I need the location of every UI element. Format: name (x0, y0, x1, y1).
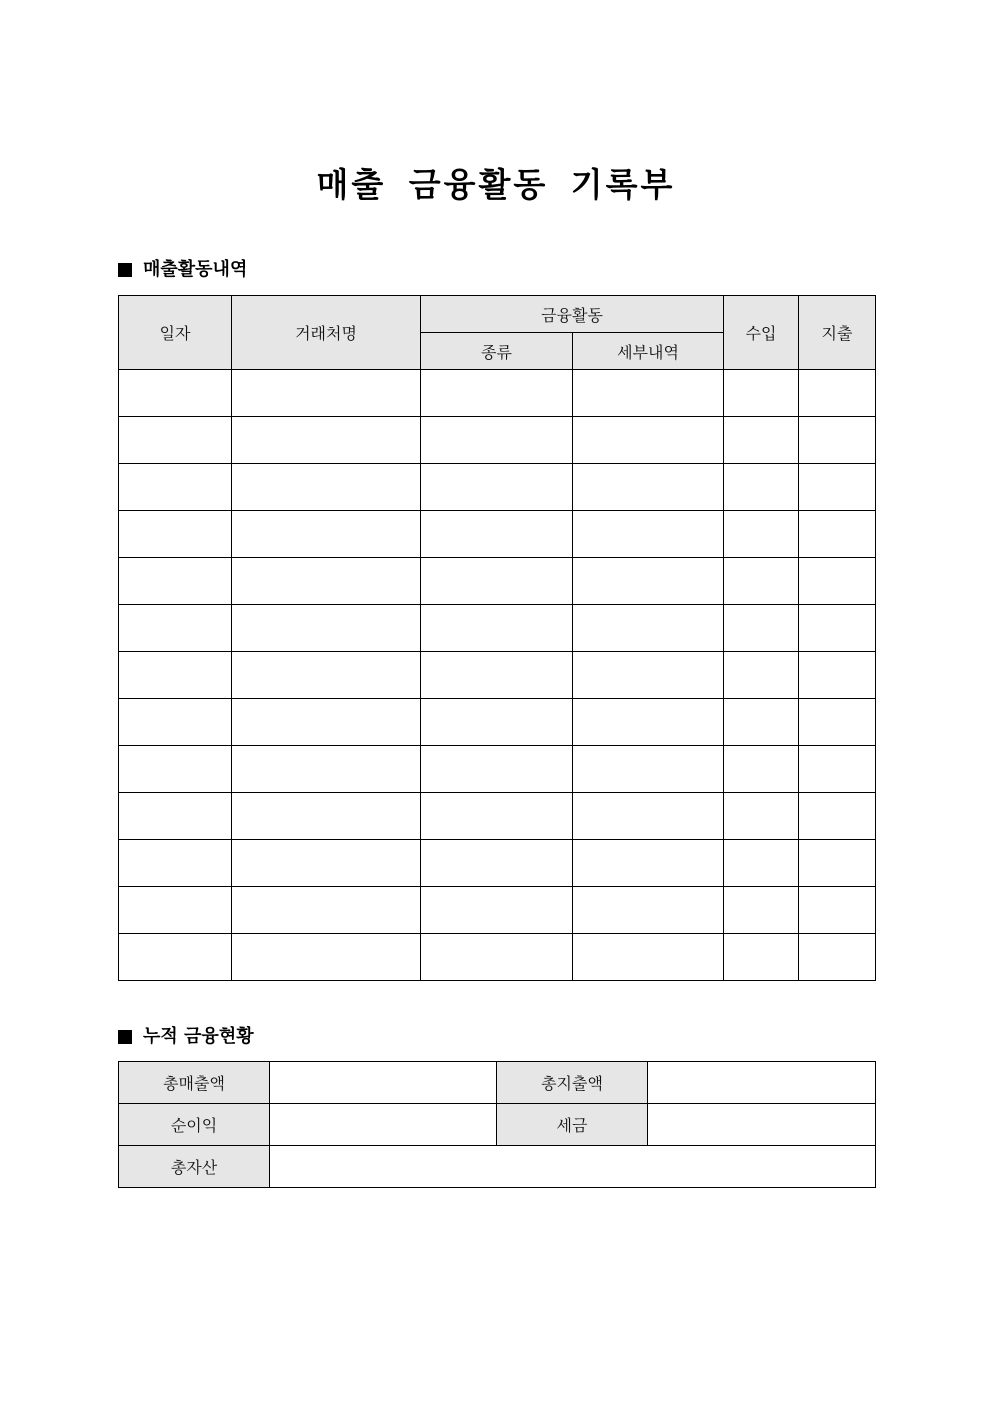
partner-cell[interactable] (232, 887, 421, 934)
table-row (119, 464, 876, 511)
partner-cell[interactable] (232, 417, 421, 464)
date-cell[interactable] (119, 605, 232, 652)
type-cell[interactable] (421, 464, 573, 511)
activity-rows (119, 370, 876, 981)
expense-cell[interactable] (799, 746, 876, 793)
type-cell[interactable] (421, 887, 573, 934)
sales-activity-table (118, 295, 876, 981)
income-cell[interactable] (724, 652, 799, 699)
square-bullet-icon (118, 263, 132, 277)
type-cell[interactable] (421, 793, 573, 840)
net-profit-field[interactable] (270, 1104, 497, 1146)
expense-cell[interactable] (799, 652, 876, 699)
cumulative-finance-table (118, 1061, 876, 1188)
partner-cell[interactable] (232, 370, 421, 417)
type-cell[interactable] (421, 605, 573, 652)
income-cell[interactable] (724, 605, 799, 652)
date-cell[interactable] (119, 746, 232, 793)
table-row (119, 887, 876, 934)
detail-cell[interactable] (573, 605, 724, 652)
date-cell[interactable] (119, 417, 232, 464)
detail-cell[interactable] (573, 370, 724, 417)
section-heading-cumulative-finance (118, 1025, 254, 1049)
partner-cell[interactable] (232, 558, 421, 605)
detail-cell[interactable] (573, 511, 724, 558)
section-heading-label: 매출활동내역 (143, 259, 248, 280)
income-cell[interactable] (724, 699, 799, 746)
header-date: 일자 (119, 296, 232, 370)
table-row (119, 605, 876, 652)
partner-cell[interactable] (232, 934, 421, 981)
income-cell[interactable] (724, 887, 799, 934)
table-row (119, 934, 876, 981)
table-row (119, 840, 876, 887)
table-row (119, 793, 876, 840)
expense-cell[interactable] (799, 793, 876, 840)
expense-cell[interactable] (799, 464, 876, 511)
detail-cell[interactable] (573, 558, 724, 605)
label-net-profit: 순이익 (119, 1104, 270, 1146)
type-cell[interactable] (421, 558, 573, 605)
type-cell[interactable] (421, 746, 573, 793)
detail-cell[interactable] (573, 746, 724, 793)
section-heading-label: 누적 금융현황 (143, 1026, 254, 1047)
date-cell[interactable] (119, 558, 232, 605)
table-row (119, 746, 876, 793)
square-bullet-icon (118, 1030, 132, 1044)
detail-cell[interactable] (573, 934, 724, 981)
expense-cell[interactable] (799, 511, 876, 558)
expense-cell[interactable] (799, 558, 876, 605)
table-row (119, 511, 876, 558)
table-row (119, 699, 876, 746)
income-cell[interactable] (724, 511, 799, 558)
table-row (119, 417, 876, 464)
partner-cell[interactable] (232, 652, 421, 699)
table-row (119, 370, 876, 417)
partner-cell[interactable] (232, 840, 421, 887)
label-total-expense: 총지출액 (497, 1062, 648, 1104)
partner-cell[interactable] (232, 464, 421, 511)
income-cell[interactable] (724, 464, 799, 511)
partner-cell[interactable] (232, 511, 421, 558)
table-row (119, 652, 876, 699)
header-expense: 지출 (799, 296, 876, 370)
partner-cell[interactable] (232, 793, 421, 840)
detail-cell[interactable] (573, 793, 724, 840)
expense-cell[interactable] (799, 417, 876, 464)
header-income: 수입 (724, 296, 799, 370)
income-cell[interactable] (724, 370, 799, 417)
type-cell[interactable] (421, 840, 573, 887)
date-cell[interactable] (119, 840, 232, 887)
expense-cell[interactable] (799, 370, 876, 417)
type-cell[interactable] (421, 511, 573, 558)
date-cell[interactable] (119, 464, 232, 511)
expense-cell[interactable] (799, 934, 876, 981)
header-partner: 거래처명 (232, 296, 421, 370)
date-cell[interactable] (119, 511, 232, 558)
partner-cell[interactable] (232, 605, 421, 652)
type-cell[interactable] (421, 699, 573, 746)
section-heading-sales-activity (118, 258, 247, 282)
income-cell[interactable] (724, 746, 799, 793)
type-cell[interactable] (421, 370, 573, 417)
expense-cell[interactable] (799, 699, 876, 746)
date-cell[interactable] (119, 887, 232, 934)
detail-cell[interactable] (573, 652, 724, 699)
type-cell[interactable] (421, 934, 573, 981)
detail-cell[interactable] (573, 417, 724, 464)
date-cell[interactable] (119, 699, 232, 746)
expense-cell[interactable] (799, 887, 876, 934)
date-cell[interactable] (119, 934, 232, 981)
detail-cell[interactable] (573, 464, 724, 511)
income-cell[interactable] (724, 934, 799, 981)
header-finance-activity: 금융활동 (421, 296, 724, 333)
label-total-sales: 총매출액 (119, 1062, 270, 1104)
detail-cell[interactable] (573, 840, 724, 887)
table-row (119, 558, 876, 605)
date-cell[interactable] (119, 652, 232, 699)
income-cell[interactable] (724, 558, 799, 605)
date-cell[interactable] (119, 793, 232, 840)
partner-cell[interactable] (232, 699, 421, 746)
income-cell[interactable] (724, 417, 799, 464)
total-sales-field[interactable] (270, 1062, 497, 1104)
expense-cell[interactable] (799, 840, 876, 887)
header-detail: 세부내역 (573, 333, 724, 370)
income-cell[interactable] (724, 840, 799, 887)
total-assets-field[interactable] (270, 1146, 876, 1188)
type-cell[interactable] (421, 652, 573, 699)
income-cell[interactable] (724, 793, 799, 840)
detail-cell[interactable] (573, 699, 724, 746)
label-total-assets: 총자산 (119, 1146, 270, 1188)
tax-field[interactable] (648, 1104, 876, 1146)
detail-cell[interactable] (573, 887, 724, 934)
page-title: 매출 금융활동 기록부 (316, 165, 676, 204)
partner-cell[interactable] (232, 746, 421, 793)
total-expense-field[interactable] (648, 1062, 876, 1104)
header-type: 종류 (421, 333, 573, 370)
type-cell[interactable] (421, 417, 573, 464)
label-tax: 세금 (497, 1104, 648, 1146)
date-cell[interactable] (119, 370, 232, 417)
expense-cell[interactable] (799, 605, 876, 652)
